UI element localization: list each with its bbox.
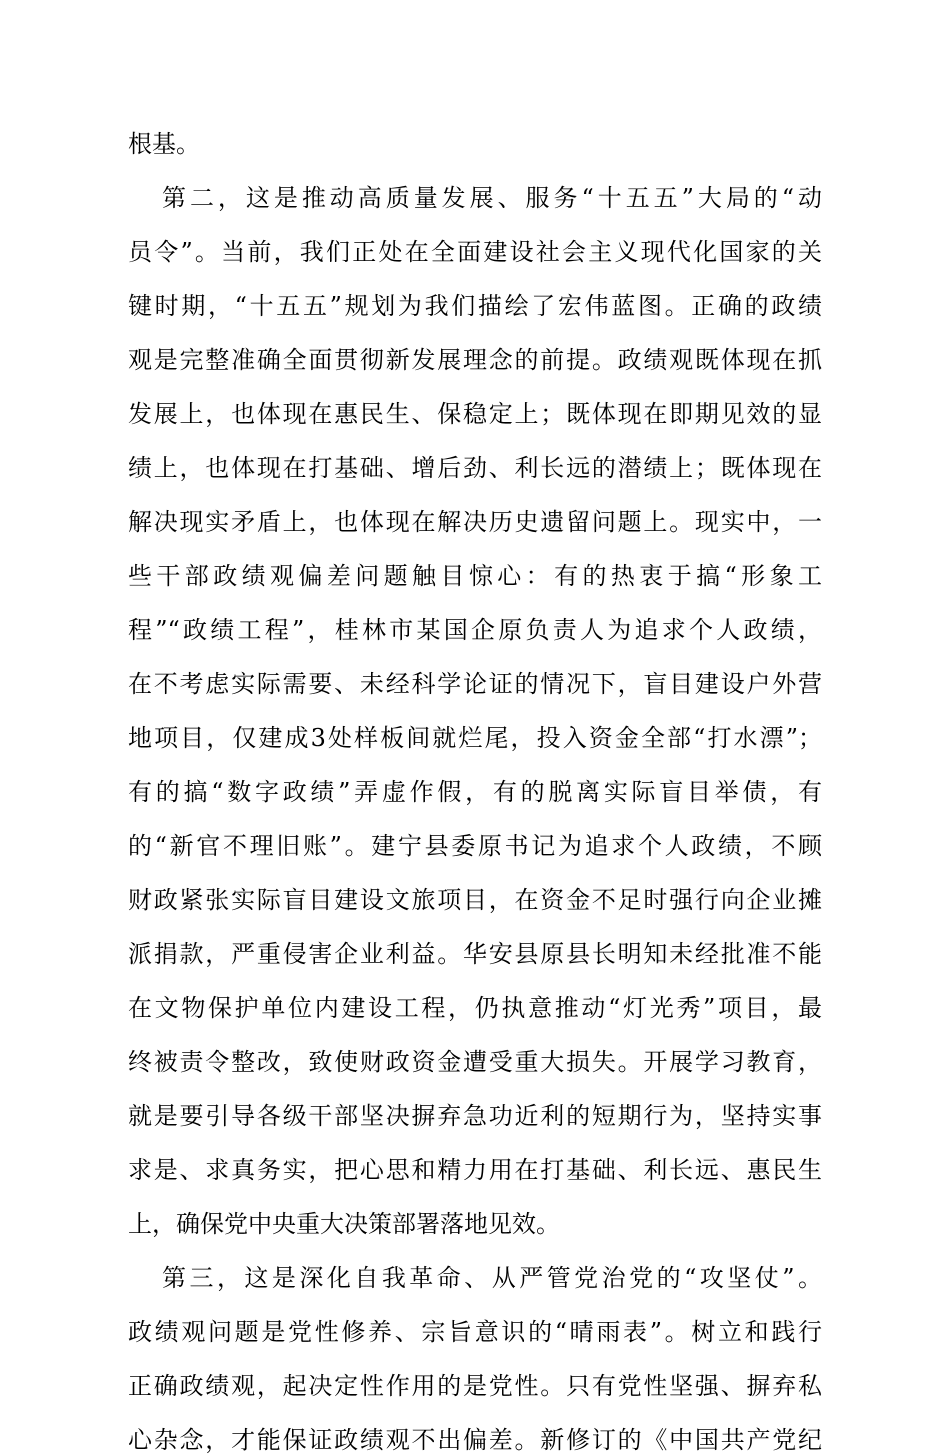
text-line: 在不考虑实际需要、未经科学论证的情况下，盲目建设户外营 (128, 670, 822, 698)
text-line: 在文物保护单位内建设工程，仍执意推动“灯光秀”项目，最 (128, 994, 822, 1022)
text-line: 派捐款，严重侵害企业利益。华安县原县长明知未经批准不能 (128, 940, 822, 968)
text-line: 上，确保党中央重大决策部署落地见效。 (128, 1210, 560, 1238)
text-line: 解决现实矛盾上，也体现在解决历史遗留问题上。现实中，一 (128, 508, 822, 536)
paragraph-start-line: 第三，这是深化自我革命、从严管党治党的“攻坚仗”。 (162, 1264, 822, 1292)
text-line: 就是要引导各级干部坚决摒弃急功近利的短期行为，坚持实事 (128, 1102, 822, 1130)
text-line: 政绩观问题是党性修养、宗旨意识的“晴雨表”。树立和践行 (128, 1318, 822, 1346)
text-line: 员令”。当前，我们正处在全面建设社会主义现代化国家的关 (128, 238, 822, 266)
text-line: 键时期，“十五五”规划为我们描绘了宏伟蓝图。正确的政绩 (128, 292, 822, 320)
text-line: 根基。 (128, 130, 200, 158)
text-line: 程”“政绩工程”，桂林市某国企原负责人为追求个人政绩， (128, 616, 822, 644)
text-line: 发展上，也体现在惠民生、保稳定上；既体现在即期见效的显 (128, 400, 822, 428)
text-line: 的“新官不理旧账”。建宁县委原书记为追求个人政绩，不顾 (128, 832, 822, 860)
text-line: 求是、求真务实，把心思和精力用在打基础、利长远、惠民生 (128, 1156, 822, 1184)
text-line: 些干部政绩观偏差问题触目惊心：有的热衷于搞“形象工 (128, 562, 822, 590)
paragraph-start-line: 第二，这是推动高质量发展、服务“十五五”大局的“动 (162, 184, 822, 212)
text-line: 财政紧张实际盲目建设文旅项目，在资金不足时强行向企业摊 (128, 886, 822, 914)
text-line: 心杂念，才能保证政绩观不出偏差。新修订的《中国共产党纪 (128, 1426, 822, 1454)
text-line: 正确政绩观，起决定性作用的是党性。只有党性坚强、摒弃私 (128, 1372, 822, 1400)
text-line: 绩上，也体现在打基础、增后劲、利长远的潜绩上；既体现在 (128, 454, 822, 482)
text-line: 有的搞“数字政绩”弄虚作假，有的脱离实际盲目举债，有 (128, 778, 822, 806)
text-line: 终被责令整改，致使财政资金遭受重大损失。开展学习教育， (128, 1048, 822, 1076)
text-line: 观是完整准确全面贯彻新发展理念的前提。政绩观既体现在抓 (128, 346, 822, 374)
text-line: 地项目，仅建成3处样板间就烂尾，投入资金全部“打水漂”； (128, 724, 822, 752)
